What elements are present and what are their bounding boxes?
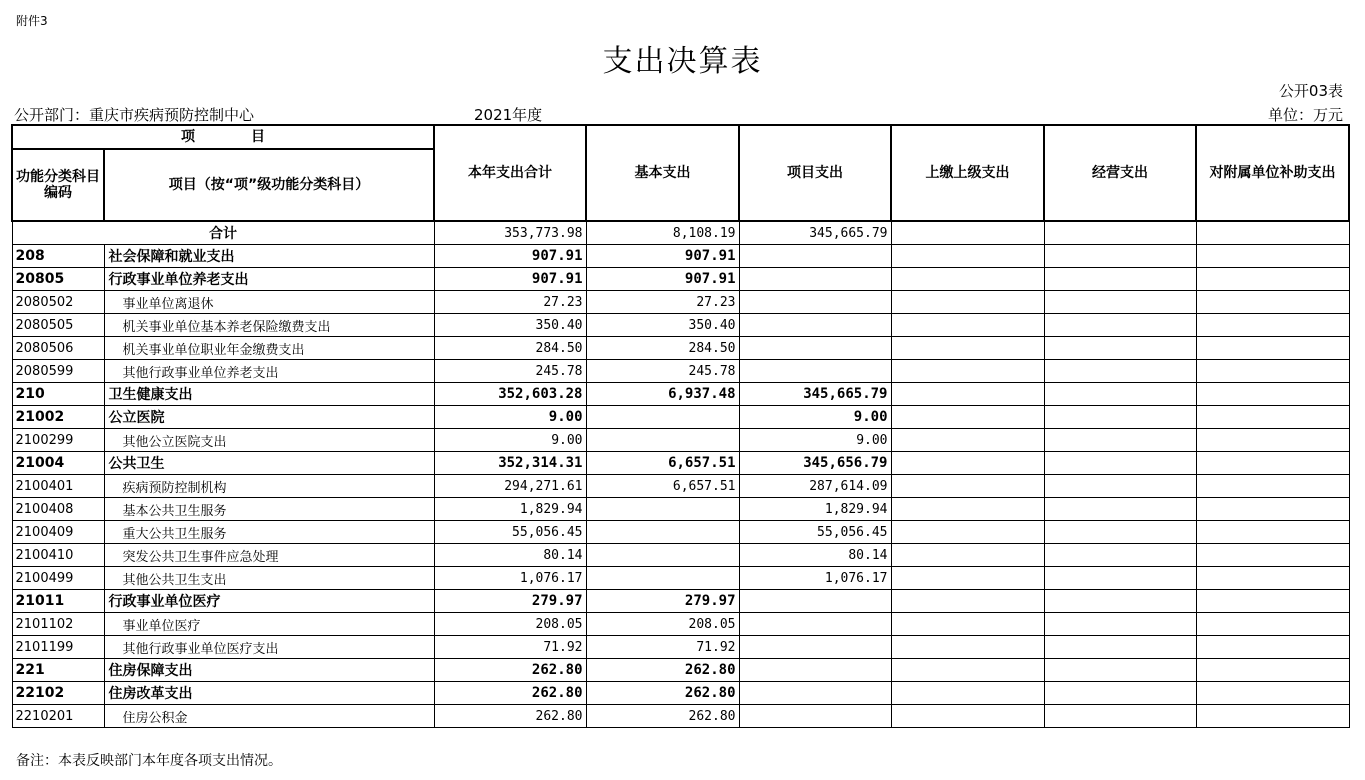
expenditure-table	[11, 124, 1350, 728]
row-subsidy	[1196, 590, 1349, 613]
row-subsidy	[1196, 659, 1349, 682]
row-name: 社会保障和就业支出	[104, 245, 434, 268]
row-upper	[891, 245, 1044, 268]
table-row	[12, 406, 1349, 429]
total-amount: 353,773.98	[434, 221, 586, 245]
row-name: 住房公积金	[104, 705, 434, 728]
row-upper	[891, 360, 1044, 383]
row-project	[739, 682, 891, 705]
table-row	[12, 245, 1349, 268]
row-upper	[891, 498, 1044, 521]
row-upper	[891, 705, 1044, 728]
row-project: 1,076.17	[739, 567, 891, 590]
row-upper	[891, 613, 1044, 636]
row-name: 公共卫生	[104, 452, 434, 475]
row-name: 事业单位离退休	[104, 291, 434, 314]
total-business	[1044, 221, 1196, 245]
header-code: 功能分类科目编码	[12, 149, 104, 221]
row-project	[739, 245, 891, 268]
table-row	[12, 544, 1349, 567]
table-row	[12, 521, 1349, 544]
row-code: 2080506	[12, 337, 104, 360]
row-subsidy	[1196, 360, 1349, 383]
row-basic	[586, 498, 739, 521]
header-subsidy: 对附属单位补助支出	[1196, 125, 1349, 221]
row-upper	[891, 521, 1044, 544]
row-project: 345,656.79	[739, 452, 891, 475]
row-name: 卫生健康支出	[104, 383, 434, 406]
table-row	[12, 383, 1349, 406]
row-project	[739, 659, 891, 682]
table-row	[12, 682, 1349, 705]
row-total: 208.05	[434, 613, 586, 636]
row-basic	[586, 567, 739, 590]
row-upper	[891, 314, 1044, 337]
row-subsidy	[1196, 475, 1349, 498]
row-business	[1044, 452, 1196, 475]
row-basic: 262.80	[586, 682, 739, 705]
row-name: 其他公共卫生支出	[104, 567, 434, 590]
row-project: 345,665.79	[739, 383, 891, 406]
row-project: 9.00	[739, 429, 891, 452]
row-code: 22102	[12, 682, 104, 705]
row-project: 1,829.94	[739, 498, 891, 521]
row-basic: 6,937.48	[586, 383, 739, 406]
total-basic: 8,108.19	[586, 221, 739, 245]
table-row	[12, 475, 1349, 498]
table-row	[12, 337, 1349, 360]
header-basic: 基本支出	[586, 125, 739, 221]
table-row	[12, 567, 1349, 590]
table-row	[12, 360, 1349, 383]
row-basic: 6,657.51	[586, 475, 739, 498]
total-project: 345,665.79	[739, 221, 891, 245]
row-total: 27.23	[434, 291, 586, 314]
row-total: 80.14	[434, 544, 586, 567]
table-row	[12, 613, 1349, 636]
row-total: 262.80	[434, 705, 586, 728]
unit-label: 单位：万元	[1267, 106, 1343, 124]
header-project: 项目支出	[739, 125, 891, 221]
row-project	[739, 636, 891, 659]
total-subsidy	[1196, 221, 1349, 245]
row-name: 行政事业单位医疗	[104, 590, 434, 613]
row-total: 279.97	[434, 590, 586, 613]
header-business: 经营支出	[1044, 125, 1196, 221]
row-upper	[891, 544, 1044, 567]
row-business	[1044, 268, 1196, 291]
row-subsidy	[1196, 383, 1349, 406]
row-total: 262.80	[434, 659, 586, 682]
row-project	[739, 268, 891, 291]
row-business	[1044, 291, 1196, 314]
row-total: 352,314.31	[434, 452, 586, 475]
row-business	[1044, 429, 1196, 452]
row-upper	[891, 383, 1044, 406]
row-project	[739, 291, 891, 314]
row-name: 行政事业单位养老支出	[104, 268, 434, 291]
row-total: 55,056.45	[434, 521, 586, 544]
row-code: 2080599	[12, 360, 104, 383]
row-code: 21002	[12, 406, 104, 429]
row-upper	[891, 337, 1044, 360]
page-title: 支出决算表	[602, 44, 763, 79]
row-subsidy	[1196, 705, 1349, 728]
row-total: 1,829.94	[434, 498, 586, 521]
row-name: 其他行政事业单位养老支出	[104, 360, 434, 383]
row-subsidy	[1196, 498, 1349, 521]
row-subsidy	[1196, 452, 1349, 475]
row-name: 公立医院	[104, 406, 434, 429]
row-code: 2101102	[12, 613, 104, 636]
row-name: 机关事业单位基本养老保险缴费支出	[104, 314, 434, 337]
table-row	[12, 314, 1349, 337]
row-subsidy	[1196, 245, 1349, 268]
row-business	[1044, 360, 1196, 383]
row-basic: 907.91	[586, 268, 739, 291]
row-total: 9.00	[434, 406, 586, 429]
row-subsidy	[1196, 682, 1349, 705]
row-subsidy	[1196, 314, 1349, 337]
table-row	[12, 291, 1349, 314]
table-row	[12, 659, 1349, 682]
row-project	[739, 590, 891, 613]
row-upper	[891, 682, 1044, 705]
row-upper	[891, 567, 1044, 590]
row-name: 其他公立医院支出	[104, 429, 434, 452]
row-subsidy	[1196, 636, 1349, 659]
row-basic: 279.97	[586, 590, 739, 613]
row-upper	[891, 291, 1044, 314]
row-total: 284.50	[434, 337, 586, 360]
table-row	[12, 636, 1349, 659]
row-project: 80.14	[739, 544, 891, 567]
row-subsidy	[1196, 406, 1349, 429]
footnote: 备注：本表反映部门本年度各项支出情况。	[16, 753, 282, 769]
row-business	[1044, 245, 1196, 268]
row-basic	[586, 406, 739, 429]
row-subsidy	[1196, 429, 1349, 452]
row-total: 262.80	[434, 682, 586, 705]
row-business	[1044, 521, 1196, 544]
row-business	[1044, 383, 1196, 406]
row-basic: 262.80	[586, 705, 739, 728]
row-business	[1044, 613, 1196, 636]
table-row	[12, 452, 1349, 475]
row-project: 55,056.45	[739, 521, 891, 544]
row-basic: 284.50	[586, 337, 739, 360]
row-subsidy	[1196, 268, 1349, 291]
row-subsidy	[1196, 337, 1349, 360]
table-number: 公开03表	[1278, 82, 1343, 100]
row-code: 2100408	[12, 498, 104, 521]
row-code: 2100401	[12, 475, 104, 498]
row-business	[1044, 590, 1196, 613]
row-name: 突发公共卫生事件应急处理	[104, 544, 434, 567]
table-row	[12, 429, 1349, 452]
row-name: 机关事业单位职业年金缴费支出	[104, 337, 434, 360]
row-business	[1044, 567, 1196, 590]
row-total: 352,603.28	[434, 383, 586, 406]
row-basic: 907.91	[586, 245, 739, 268]
row-project	[739, 337, 891, 360]
attachment-label: 附件3	[16, 14, 48, 28]
row-name: 住房改革支出	[104, 682, 434, 705]
row-basic	[586, 521, 739, 544]
row-total: 907.91	[434, 268, 586, 291]
row-code: 21011	[12, 590, 104, 613]
row-total: 907.91	[434, 245, 586, 268]
total-label: 合计	[12, 221, 434, 245]
row-project: 287,614.09	[739, 475, 891, 498]
row-subsidy	[1196, 544, 1349, 567]
row-subsidy	[1196, 521, 1349, 544]
row-code: 2100499	[12, 567, 104, 590]
row-code: 210	[12, 383, 104, 406]
row-code: 2100409	[12, 521, 104, 544]
row-code: 2080502	[12, 291, 104, 314]
row-total: 71.92	[434, 636, 586, 659]
row-name: 基本公共卫生服务	[104, 498, 434, 521]
total-row	[12, 221, 1349, 245]
row-code: 221	[12, 659, 104, 682]
table-row	[12, 590, 1349, 613]
row-basic: 245.78	[586, 360, 739, 383]
header-item-group: 项 目	[12, 125, 434, 149]
row-total: 350.40	[434, 314, 586, 337]
row-total: 1,076.17	[434, 567, 586, 590]
header-total: 本年支出合计	[434, 125, 586, 221]
row-upper	[891, 429, 1044, 452]
table-row	[12, 498, 1349, 521]
row-code: 2101199	[12, 636, 104, 659]
row-business	[1044, 705, 1196, 728]
row-project	[739, 613, 891, 636]
row-basic: 71.92	[586, 636, 739, 659]
row-basic: 208.05	[586, 613, 739, 636]
row-total: 9.00	[434, 429, 586, 452]
row-basic: 350.40	[586, 314, 739, 337]
header-upper: 上缴上级支出	[891, 125, 1044, 221]
row-subsidy	[1196, 567, 1349, 590]
row-code: 20805	[12, 268, 104, 291]
header-name: 项目（按“项”级功能分类科目）	[104, 149, 434, 221]
table-row	[12, 705, 1349, 728]
department-label: 公开部门：重庆市疾病预防控制中心	[14, 106, 255, 124]
row-name: 其他行政事业单位医疗支出	[104, 636, 434, 659]
row-business	[1044, 475, 1196, 498]
row-subsidy	[1196, 291, 1349, 314]
row-code: 208	[12, 245, 104, 268]
row-total: 245.78	[434, 360, 586, 383]
row-business	[1044, 682, 1196, 705]
row-name: 事业单位医疗	[104, 613, 434, 636]
row-basic: 6,657.51	[586, 452, 739, 475]
row-basic	[586, 544, 739, 567]
row-code: 21004	[12, 452, 104, 475]
row-upper	[891, 475, 1044, 498]
year-label: 2021年度	[474, 106, 543, 124]
row-name: 住房保障支出	[104, 659, 434, 682]
row-total: 294,271.61	[434, 475, 586, 498]
row-project	[739, 314, 891, 337]
row-basic: 27.23	[586, 291, 739, 314]
row-upper	[891, 452, 1044, 475]
row-business	[1044, 544, 1196, 567]
row-upper	[891, 590, 1044, 613]
row-basic: 262.80	[586, 659, 739, 682]
row-basic	[586, 429, 739, 452]
row-project: 9.00	[739, 406, 891, 429]
row-code: 2210201	[12, 705, 104, 728]
row-upper	[891, 268, 1044, 291]
row-business	[1044, 337, 1196, 360]
row-project	[739, 705, 891, 728]
table-row	[12, 268, 1349, 291]
row-code: 2100410	[12, 544, 104, 567]
row-upper	[891, 406, 1044, 429]
row-code: 2100299	[12, 429, 104, 452]
row-business	[1044, 314, 1196, 337]
row-business	[1044, 636, 1196, 659]
row-name: 疾病预防控制机构	[104, 475, 434, 498]
row-business	[1044, 498, 1196, 521]
row-subsidy	[1196, 613, 1349, 636]
row-business	[1044, 406, 1196, 429]
row-name: 重大公共卫生服务	[104, 521, 434, 544]
row-upper	[891, 659, 1044, 682]
row-project	[739, 360, 891, 383]
row-upper	[891, 636, 1044, 659]
total-upper	[891, 221, 1044, 245]
row-business	[1044, 659, 1196, 682]
row-code: 2080505	[12, 314, 104, 337]
